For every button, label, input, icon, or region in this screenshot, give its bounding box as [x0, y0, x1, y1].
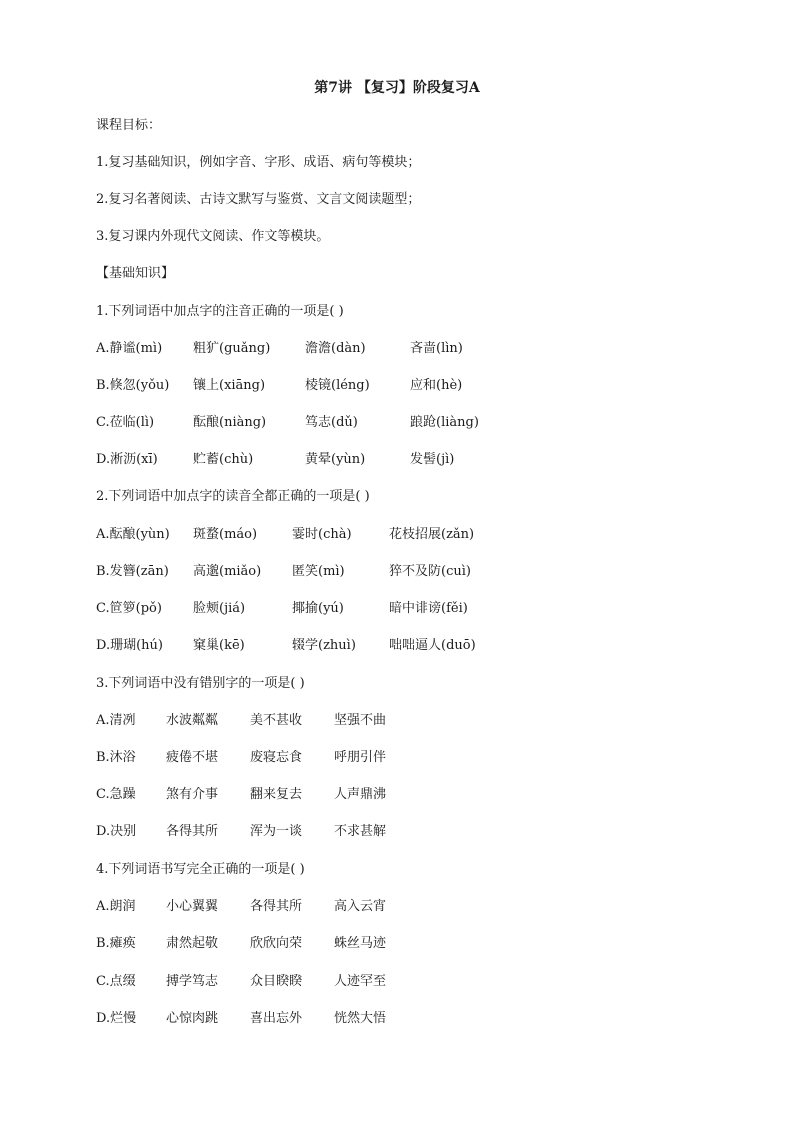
option-word: 肃然起敬: [166, 936, 219, 951]
option-label: D.决别: [96, 824, 137, 839]
question-2-option-b: [96, 564, 696, 580]
question-3-option-a: [96, 713, 696, 729]
option-word: 煞有介事: [166, 787, 219, 802]
question-1-option-d: [96, 452, 696, 468]
option-word: 高邈(miǎo): [193, 564, 262, 579]
question-4-option-b: [96, 936, 696, 952]
option-word: 窠巢(kē): [193, 638, 245, 653]
lesson-title: 第7讲 【复习】阶段复习A: [314, 80, 480, 96]
question-2-option-d: [96, 638, 696, 654]
question-2-stem: 2.下列词语中加点字的读音全都正确的一项是( ): [96, 489, 370, 504]
option-word: 水波粼粼: [166, 713, 219, 728]
option-label: C.莅临(lì): [96, 415, 155, 430]
option-word: 匿笑(mì): [292, 564, 345, 579]
question-3-option-c: [96, 787, 696, 803]
option-label: A.静谧(mì): [96, 341, 163, 356]
option-word: 喜出忘外: [250, 1011, 303, 1026]
question-4-stem: 4.下列词语书写完全正确的一项是( ): [96, 862, 305, 877]
option-word: 废寝忘食: [250, 750, 303, 765]
option-word: 花枝招展(zǎn): [389, 527, 475, 542]
option-word: 辍学(zhuì): [292, 638, 356, 653]
question-2-option-c: [96, 601, 696, 617]
option-word: 各得其所: [250, 899, 303, 914]
question-3-option-d: [96, 824, 696, 840]
option-word: 应和(hè): [410, 378, 463, 393]
option-word: 搏学笃志: [166, 974, 219, 989]
option-label: B.瘫痪: [96, 936, 136, 951]
option-word: 欣欣向荣: [250, 936, 303, 951]
option-word: 发髻(jì): [410, 452, 455, 467]
option-word: 翻来复去: [250, 787, 303, 802]
option-label: A.清冽: [96, 713, 136, 728]
option-word: 人声鼎沸: [334, 787, 387, 802]
option-word: 坚强不曲: [334, 713, 387, 728]
option-word: 众目睽睽: [250, 974, 303, 989]
option-word: 疲倦不堪: [166, 750, 219, 765]
question-3-stem: 3.下列词语中没有错别字的一项是( ): [96, 676, 305, 691]
option-word: 贮蓄(chù): [193, 452, 254, 467]
question-4-option-d: [96, 1011, 696, 1027]
option-word: 澹澹(dàn): [305, 341, 366, 356]
option-word: 浑为一谈: [250, 824, 303, 839]
goal-item-3: 3.复习课内外现代文阅读、作文等模块。: [96, 229, 330, 244]
option-word: 不求甚解: [334, 824, 387, 839]
question-1-option-b: [96, 378, 696, 394]
option-word: 恍然大悟: [334, 1011, 387, 1026]
option-label: D.珊瑚(hú): [96, 638, 163, 653]
goals-heading: 课程目标：: [96, 118, 162, 133]
option-label: C.点缀: [96, 974, 136, 989]
option-word: 暗中诽谤(fěi): [389, 601, 468, 616]
option-word: 咄咄逼人(duō): [389, 638, 476, 653]
option-word: 美不甚收: [250, 713, 303, 728]
option-word: 镶上(xiāng): [193, 378, 266, 393]
option-word: 吝啬(lìn): [410, 341, 463, 356]
option-word: 小心翼翼: [166, 899, 219, 914]
option-word: 笃志(dǔ): [305, 415, 358, 430]
option-word: 酝酿(niàng): [193, 415, 267, 430]
section-heading: 【基础知识】: [96, 266, 175, 281]
option-word: 黄晕(yùn): [305, 452, 366, 467]
option-label: B.沐浴: [96, 750, 136, 765]
question-3-option-b: [96, 750, 696, 766]
question-1-option-c: [96, 415, 696, 431]
option-word: 各得其所: [166, 824, 219, 839]
option-label: A.酝酿(yùn): [96, 527, 170, 542]
option-word: 揶揄(yú): [292, 601, 344, 616]
question-2-option-a: [96, 527, 696, 543]
option-word: 斑蝥(máo): [193, 527, 258, 542]
option-label: B.倏忽(yǒu): [96, 378, 170, 393]
question-4-option-c: [96, 974, 696, 990]
question-1-option-a: [96, 341, 696, 357]
question-1-stem: 1.下列词语中加点字的注音正确的一项是( ): [96, 304, 344, 319]
goal-item-1: 1.复习基础知识，例如字音、字形、成语、病句等模块；: [96, 155, 421, 170]
option-word: 蛛丝马迹: [334, 936, 387, 951]
goal-item-2: 2.复习名著阅读、古诗文默写与鉴赏、文言文阅读题型；: [96, 192, 421, 207]
question-4-option-a: [96, 899, 696, 915]
option-word: 猝不及防(cuì): [389, 564, 471, 579]
option-label: D.淅沥(xī): [96, 452, 158, 467]
option-label: C.笸箩(pǒ): [96, 601, 162, 616]
option-word: 霎时(chà): [292, 527, 352, 542]
option-word: 高入云宵: [334, 899, 387, 914]
option-word: 呼朋引伴: [334, 750, 387, 765]
option-label: D.烂慢: [96, 1011, 137, 1026]
option-word: 粗犷(guǎng): [193, 341, 271, 356]
option-label: B.发簪(zān): [96, 564, 169, 579]
option-label: A.朗润: [96, 899, 136, 914]
option-word: 脸颊(jiá): [193, 601, 246, 616]
option-word: 踉跄(liàng): [410, 415, 479, 430]
option-word: 人迹罕至: [334, 974, 387, 989]
option-label: C.急躁: [96, 787, 136, 802]
option-word: 心惊肉跳: [166, 1011, 219, 1026]
option-word: 棱镜(léng): [305, 378, 370, 393]
